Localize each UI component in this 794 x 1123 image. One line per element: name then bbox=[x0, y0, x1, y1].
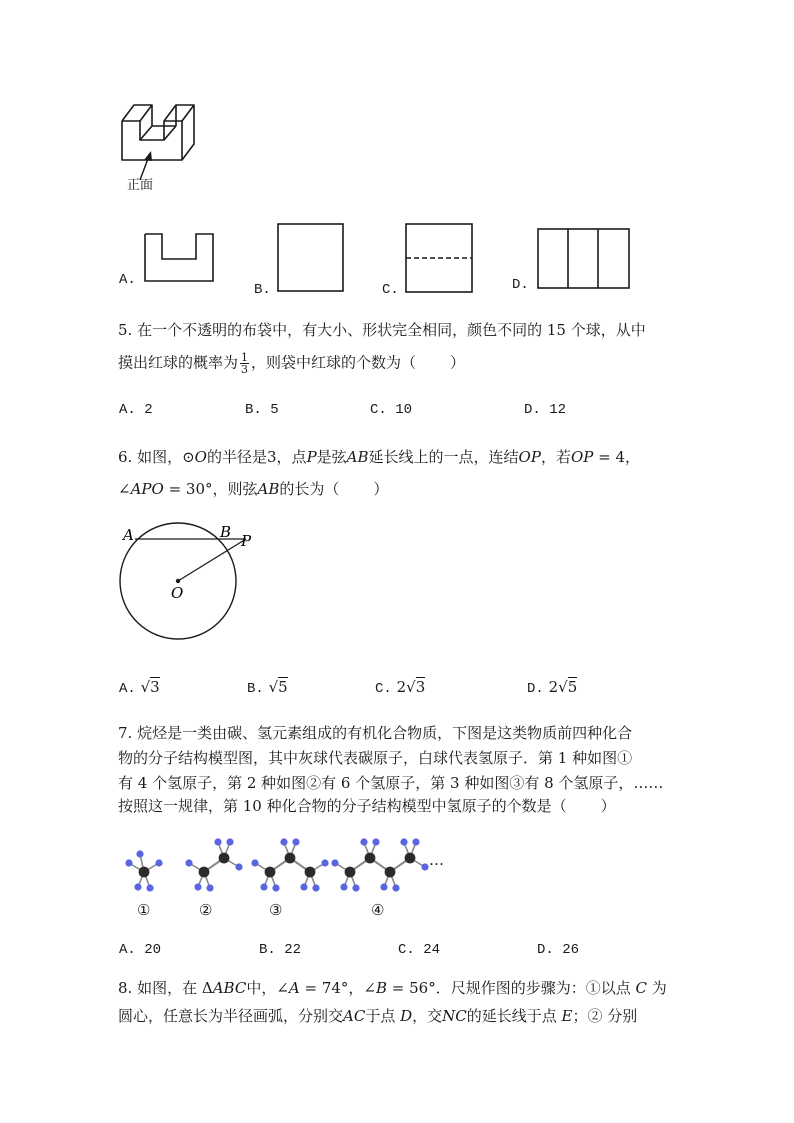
hydrogen-atom bbox=[400, 838, 407, 845]
molecule-models bbox=[118, 832, 458, 896]
hydrogen-atom bbox=[125, 859, 132, 866]
q7-option-a: A. 20 bbox=[119, 942, 162, 958]
hydrogen-atom bbox=[235, 863, 242, 870]
q6-option-d: D. 2√5 bbox=[527, 678, 578, 697]
hydrogen-atom bbox=[412, 838, 419, 845]
hydrogen-atom bbox=[155, 859, 162, 866]
carbon-atom bbox=[345, 867, 356, 878]
hydrogen-atom bbox=[272, 884, 279, 891]
carbon-atom bbox=[305, 867, 316, 878]
q4-option-d-label: D. bbox=[512, 277, 529, 293]
q7-option-c: C. 24 bbox=[398, 942, 441, 958]
q4-option-a-label: A. bbox=[119, 272, 136, 288]
hydrogen-atom bbox=[321, 859, 328, 866]
hydrogen-atom bbox=[134, 883, 141, 890]
hydrogen-atom bbox=[226, 838, 233, 845]
sqrt-symbol: √ bbox=[268, 678, 279, 696]
q4-option-c-label: C. bbox=[382, 282, 399, 298]
q5-option-a: A. 2 bbox=[119, 402, 153, 418]
carbon-atom bbox=[365, 853, 376, 864]
q5-line1: 5. 在一个不透明的布袋中，有大小、形状完全相同，颜色不同的 15 个球，从中 bbox=[118, 321, 646, 339]
q8-line2: 圆心，任意长为半径画弧，分别交AC于点 D，交NC的延长线于点 E；② 分别 bbox=[118, 1007, 638, 1025]
q7-line3: 有 4 个氢原子，第 2 种如图②有 6 个氢原子，第 3 种如图③有 8 个氢原子，…… bbox=[118, 774, 664, 792]
hydrogen-atom bbox=[185, 859, 192, 866]
label-a: A bbox=[123, 526, 134, 544]
hydrogen-atom bbox=[292, 838, 299, 845]
hydrogen-atom bbox=[331, 859, 338, 866]
hydrogen-atom bbox=[300, 883, 307, 890]
hydrogen-atom bbox=[214, 838, 221, 845]
sqrt-symbol: √ bbox=[558, 678, 568, 696]
hydrogen-atom bbox=[421, 863, 428, 870]
label-p: P bbox=[241, 532, 252, 550]
q6-line2: ∠APO = 30°，则弦AB的长为（ ） bbox=[118, 480, 389, 498]
hydrogen-atom bbox=[360, 838, 367, 845]
q5-fraction: $\frac{1}{3}$ bbox=[241, 351, 249, 376]
front-label: 正面 bbox=[127, 178, 154, 193]
sqrt-symbol: √ bbox=[140, 678, 151, 696]
carbon-atom bbox=[385, 867, 396, 878]
q6-option-a: A. √3 bbox=[119, 678, 160, 697]
figure-label-4: ④ bbox=[371, 901, 385, 919]
q8-line1: 8. 如图，在 ΔABC中，∠A = 74°，∠B = 56°．尺规作图的步骤为：①以点 C 为 bbox=[118, 979, 667, 997]
q5-option-d: D. 12 bbox=[524, 402, 567, 418]
hydrogen-atom bbox=[340, 883, 347, 890]
hydrogen-atom bbox=[280, 838, 287, 845]
q6-option-b: B. √5 bbox=[247, 678, 288, 697]
hydrogen-atom bbox=[312, 884, 319, 891]
hydrogen-atom bbox=[260, 883, 267, 890]
ellipsis: … bbox=[429, 851, 444, 869]
carbon-atom bbox=[285, 853, 296, 864]
hydrogen-atom bbox=[392, 884, 399, 891]
q6-option-c: C. 2√3 bbox=[375, 678, 426, 697]
hydrogen-atom bbox=[380, 883, 387, 890]
hydrogen-atom bbox=[146, 884, 153, 891]
label-b: B bbox=[220, 523, 232, 541]
q6-line1: 6. 如图，⊙O的半径是3，点P是弦AB延长线上的一点，连结OP，若OP = 4， bbox=[118, 448, 640, 466]
figure-label-3: ③ bbox=[269, 901, 283, 919]
q5-option-b: B. 5 bbox=[245, 402, 279, 418]
q4-option-c-view bbox=[405, 223, 475, 294]
q4-option-b-view bbox=[277, 223, 345, 293]
label-o: O bbox=[171, 584, 184, 602]
hydrogen-atom bbox=[206, 884, 213, 891]
carbon-atom bbox=[199, 867, 210, 878]
q7-line4: 按照这一规律，第 10 种化合物的分子结构模型中氢原子的个数是（ ） bbox=[118, 797, 616, 815]
q7-option-d: D. 26 bbox=[537, 942, 580, 958]
q4-option-a-view bbox=[144, 233, 216, 283]
hydrogen-atom bbox=[251, 859, 258, 866]
q4-option-d-view bbox=[537, 228, 631, 290]
carbon-atom bbox=[265, 867, 276, 878]
q5-line2: 摸出红球的概率为 $\frac{1}{3}$ ，则袋中红球的个数为（ ） bbox=[118, 351, 466, 376]
q5-option-c: C. 10 bbox=[370, 402, 413, 418]
figure-label-1: ① bbox=[137, 901, 151, 919]
hydrogen-atom bbox=[372, 838, 379, 845]
hydrogen-atom bbox=[194, 883, 201, 890]
q7-line2: 物的分子结构模型图，其中灰球代表碳原子，白球代表氢原子．第 1 种如图① bbox=[118, 749, 633, 767]
q4-option-b-label: B. bbox=[254, 282, 271, 298]
hydrogen-atom bbox=[136, 850, 143, 857]
carbon-atom bbox=[219, 853, 230, 864]
carbon-atom bbox=[405, 853, 416, 864]
carbon-atom bbox=[139, 867, 150, 878]
figure-label-2: ② bbox=[199, 901, 213, 919]
q6-circle-figure bbox=[112, 520, 262, 650]
q7-option-b: B. 22 bbox=[259, 942, 302, 958]
hydrogen-atom bbox=[352, 884, 359, 891]
sqrt-symbol: √ bbox=[406, 678, 416, 696]
q7-line1: 7. 烷烃是一类由碳、氢元素组成的有机化合物质，下图是这类物质前四种化合 bbox=[118, 724, 633, 742]
